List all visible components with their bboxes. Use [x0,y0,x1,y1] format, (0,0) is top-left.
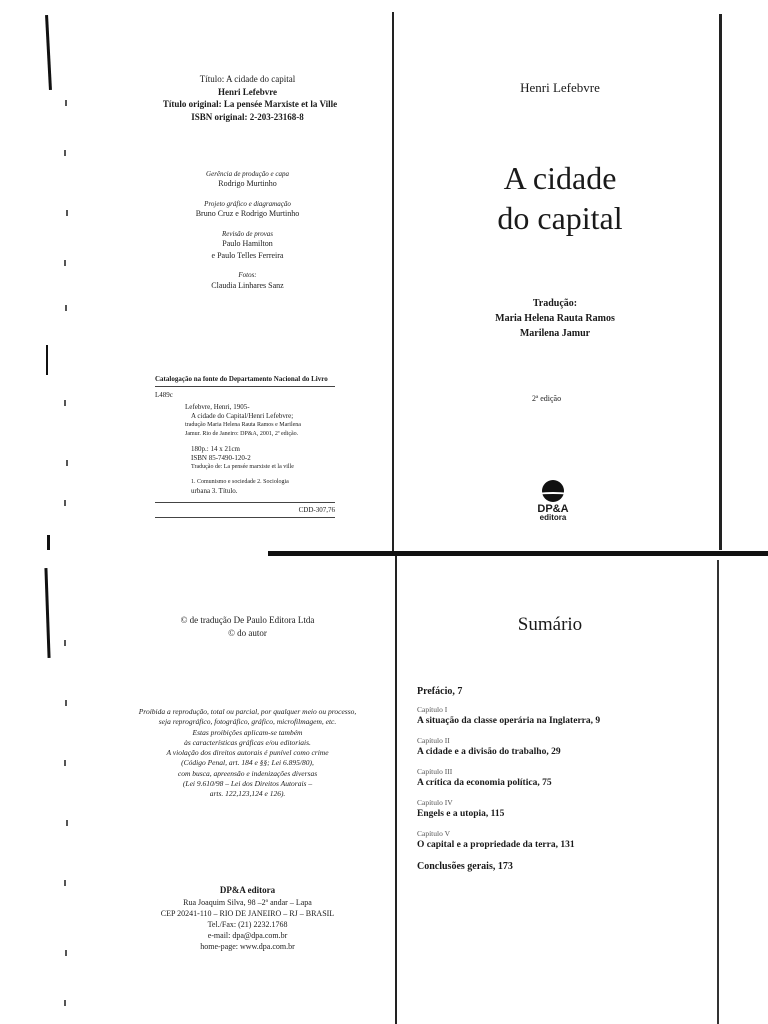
page-divider-bottom [395,556,397,1024]
catalog-line5: 180p.: 14 x 21cm [191,445,240,453]
catalog-code: L489c [155,391,173,399]
credits-author: Henri Lefebvre [217,87,278,97]
credits-gerencia-label: Gerência de produção e capa [206,170,289,178]
credits-revisao-label: Revisão de provas [221,230,274,238]
logo-subtitle: editora [539,513,567,522]
toc-chapter-label: Capítulo III [417,767,453,776]
credits-fotos-name: Claudia Linhares Sanz [211,281,284,290]
publisher-address1: Rua Joaquim Silva, 98 –2º andar – Lapa [183,898,312,907]
scan-edge-left-top [45,15,52,90]
translator-1: Maria Helena Rauta Ramos [495,313,615,324]
translator-2: Marilena Jamur [519,328,591,339]
book-title [470,158,650,238]
toc-chapter-label: Capítulo I [417,705,448,714]
legal-line: Estas proibições aplicam-se também [192,727,303,737]
credits-fotos-label: Fotos: [238,271,257,279]
catalog-line8: 1. Comunismo e sociedade 2. Sociologia [191,479,289,485]
toc-chapter-title: Engels e a utopia, 115 [417,809,505,819]
catalog-line1: Lefebvre, Henri, 1905- [185,403,250,411]
toc-preface: Prefácio, 7 [417,686,463,697]
publisher-email: e-mail: dpa@dpa.com.br [207,931,288,940]
legal-line: (Lei 9.610/98 – Lei dos Direitos Autorais – [182,779,313,789]
catalog-line6: ISBN 85-7490-120-2 [191,454,251,462]
publisher-homepage: home-page: www.dpa.com.br [200,942,295,951]
book-title-line1: A cidade [503,160,617,196]
legal-line: seja reprográfico, fotográfico, gráfico, microfilmagem, etc. [158,717,337,727]
table-of-contents [417,686,697,872]
scan-edge-left-bottom [44,568,50,658]
edition-label: 2ª edição [532,394,562,403]
credits-revisao-name2: e Paulo Telles Ferreira [211,251,284,260]
toc-chapter-title: A crítica da economia política, 75 [417,778,552,788]
catalog-header: Catalogação na fonte do Departamento Nacional do Livro [155,375,335,387]
page-divider-top [392,12,394,552]
credits-title-line: Título: A cidade do capital [199,74,296,84]
toc-chapter-title: A situação da classe operária na Inglaterra, 9 [417,716,601,726]
legal-line: arts. 122,123,124 e 126). [209,789,286,799]
catalog-line2: A cidade do Capital/Henri Lefebvre; [191,412,294,420]
legal-line: com busca, apreensão e indenizações diversas [177,768,318,778]
credits-revisao-name1: Paulo Hamilton [222,239,273,248]
scan-edge-left-mid [47,535,50,550]
copyright-translation: © de tradução De Paulo Editora Ltda [180,615,315,625]
translation-label: Tradução: [532,298,578,309]
logo-globe-icon [542,480,564,502]
right-page-edge-bottom [717,560,719,1024]
title-page-author: Henri Lefebvre [520,80,600,95]
publisher-address2: CEP 20241-110 – RIO DE JANEIRO – RJ – BRASIL [160,909,335,918]
copyright-author: © do autor [228,628,267,638]
toc-chapter-title: O capital e a propriedade da terra, 131 [417,840,575,850]
publisher-name: DP&A editora [219,885,276,895]
publisher-phone: Tel./Fax: (21) 2232.1768 [207,920,288,929]
catalog-card [155,375,335,518]
catalog-line7: Tradução de: La pensée marxiste et la ville [191,464,294,470]
toc-chapter-label: Capítulo II [417,736,450,745]
catalog-line4: Jamur. Rio de Janeiro: DP&A, 2001, 2ª edição. [185,431,299,437]
legal-line: (Código Penal, art. 184 e §§; Lei 6.895/80), [181,758,314,768]
translation-block [465,296,645,341]
catalog-cdd: CDD-307,76 [155,502,335,518]
credits-original-title: Título original: La pensée Marxiste et la Ville [162,99,338,109]
catalog-line3: tradução Maria Helena Rauta Ramos e Marilena [185,422,301,428]
toc-chapter-label: Capítulo IV [417,798,453,807]
credits-projeto-name: Bruno Cruz e Rodrigo Murtinho [195,209,300,218]
legal-line: às características gráficas e/ou editoriais. [184,737,311,747]
credits-gerencia-name: Rodrigo Murtinho [218,179,277,188]
toc-chapter-label: Capítulo V [417,829,450,838]
book-title-line2: do capital [497,200,623,236]
legal-notice [120,707,375,800]
publisher-logo [528,480,578,522]
right-page-edge-top [719,14,722,550]
catalog-line9: urbana 3. Título. [191,487,238,495]
toc-conclusions: Conclusões gerais, 173 [417,861,513,872]
legal-line: Proibida a reprodução, total ou parcial, por qualquer meio ou processo, [138,707,357,716]
legal-line: A violação dos direitos autorais é punível como crime [166,748,329,758]
credits-projeto-label: Projeto gráfico e diagramação [204,200,291,208]
scan-edge-left-small [46,345,48,375]
toc-chapter-title: A cidade e a divisão do trabalho, 29 [417,747,561,757]
page-divider-horizontal [268,551,768,556]
logo-name: DP&A [537,503,569,515]
summary-title: Sumário [517,614,583,635]
credits-isbn: ISBN original: 2-203-23168-8 [191,112,304,122]
